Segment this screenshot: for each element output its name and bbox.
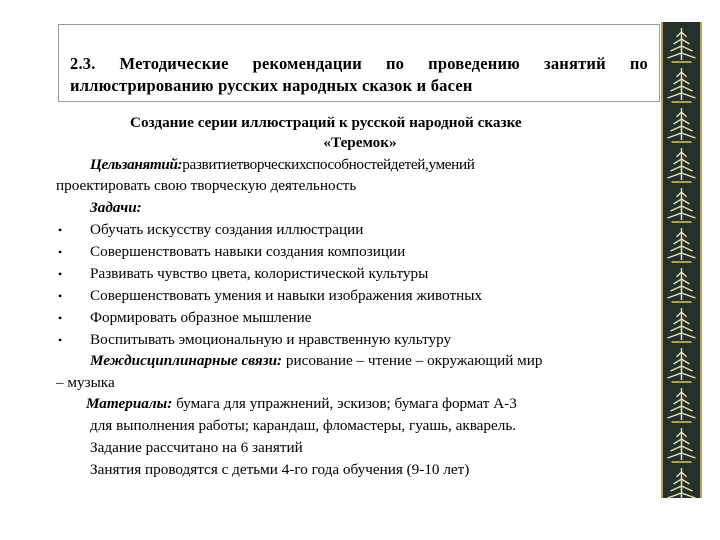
materials-line-2: для выполнения работы; карандаш, фломастеры, гуашь, акварель. [90,417,517,434]
tree-motif-icon [668,268,696,302]
goal-line-2: проектировать свою творческую деятельность [56,177,357,194]
links-line-1 [90,351,543,371]
task-item-3: Развивать чувство цвета, колористической культуры [90,265,429,282]
tree-motif-icon [668,68,696,102]
tree-motif-icon [668,308,696,342]
tree-motif-icon [668,388,696,422]
task-item-4: Совершенствовать умения и навыки изображения животных [90,287,483,304]
bullet-icon: • [58,245,63,259]
subtitle-line-2: «Теремок» [323,134,397,151]
tree-motif-icon [668,188,696,222]
tree-motif-icon [668,428,696,462]
bullet-icon: • [58,333,63,347]
goal-label: Цельзанятий: [90,156,183,173]
subtitle-line-1: Создание серии иллюстраций к русской народной сказке [130,114,522,131]
links-label: Междисциплинарные связи: [90,352,283,369]
note-sessions: Задание рассчитано на 6 занятий [90,439,303,456]
bullet-icon: • [58,289,63,303]
tree-motif-icon [668,28,696,62]
materials-text-1: бумага для упражнений, эскизов; бумага формат А-3 [172,395,517,412]
title-line-1: 2.3. Методические рекомендации по проведению занятий по [70,54,648,73]
materials-label: Материалы: [86,395,173,412]
tasks-label: Задачи: [90,199,142,216]
task-item-6: Воспитывать эмоциональную и нравственную культуру [90,331,452,348]
goal-text-1: развитиетворческихспособностейдетей,умений [182,156,475,173]
note-age: Занятия проводятся с детьми 4-го года обучения (9-10 лет) [90,461,470,478]
folk-tree-ornament-icon [663,22,700,498]
task-item-5: Формировать образное мышление [90,309,312,326]
goal-line-1 [90,155,475,175]
materials-line-1 [86,394,517,414]
bullet-icon: • [58,267,63,281]
tree-motif-icon [668,468,696,498]
title-line-2: иллюстрированию русских народных сказок и басен [70,76,473,95]
tree-motif-icon [668,108,696,142]
tree-motif-icon [668,148,696,182]
tree-motif-icon [668,348,696,382]
bullet-icon: • [58,311,63,325]
tree-motif-icon [668,228,696,262]
slide-title [70,53,648,97]
task-item-1: Обучать искусству создания иллюстрации [90,221,364,238]
decorative-border [661,22,702,498]
bullet-icon: • [58,223,63,237]
links-text-1: рисование – чтение – окружающий мир [282,352,543,369]
task-item-2: Совершенствовать навыки создания композиции [90,243,406,260]
links-line-2: – музыка [56,374,115,391]
